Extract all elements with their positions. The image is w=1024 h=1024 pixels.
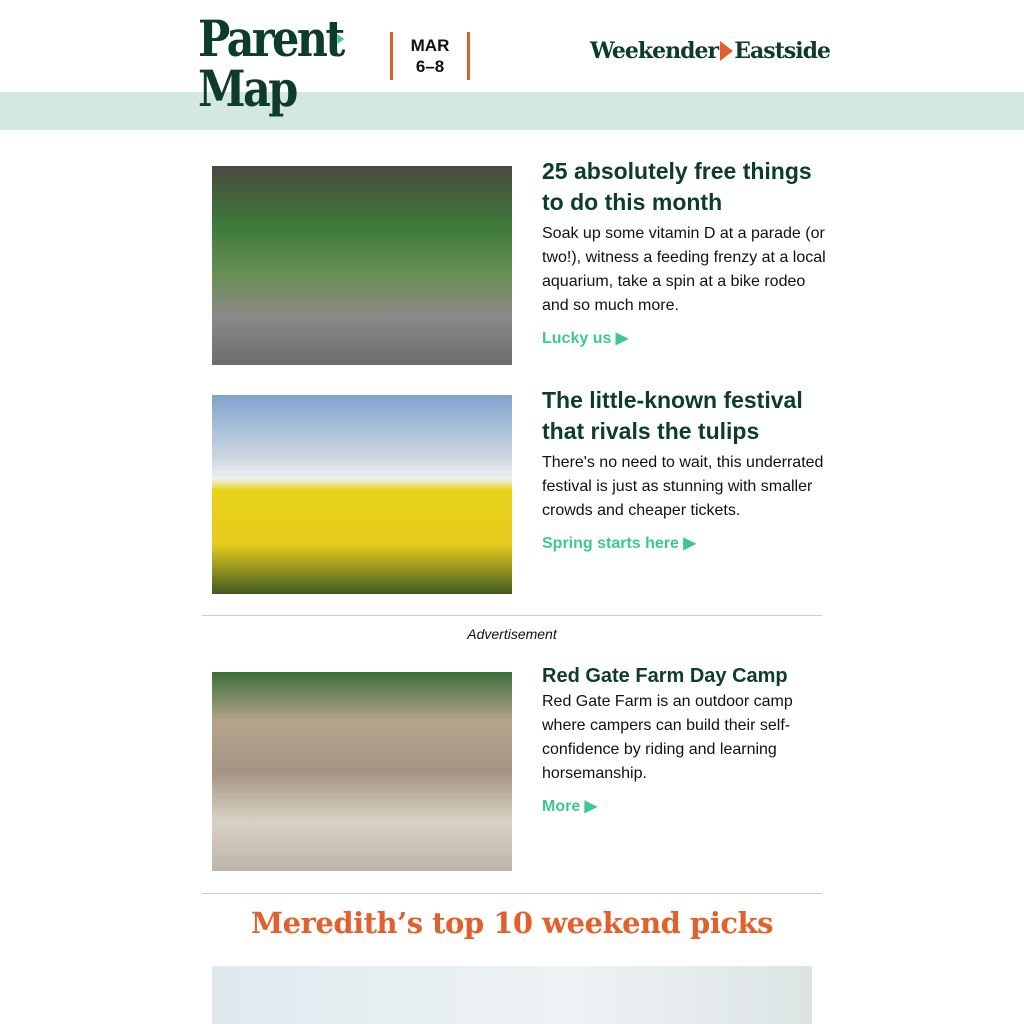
date-box <box>390 32 470 80</box>
article-body: There's no need to wait, this underrated festival is just as stunning with smaller crowds and cheaper tickets. <box>542 454 824 519</box>
arrow-right-icon <box>720 41 733 61</box>
article-link[interactable]: Spring starts here ▶ <box>542 535 696 552</box>
logo-line1: Parent <box>198 9 343 68</box>
picks-heading: Meredith’s top 10 weekend picks <box>251 906 773 940</box>
nav-eastside[interactable]: Eastside <box>734 38 830 64</box>
ad-link[interactable]: More ▶ <box>542 798 597 815</box>
article-body: Soak up some vitamin D at a parade (or two!), witness a feeding frenzy at a local aquarium, take a spin at a bike rodeo and so much more. <box>542 225 826 314</box>
horse-camp-image[interactable] <box>212 672 512 871</box>
edition-nav <box>590 38 830 64</box>
divider <box>202 893 822 894</box>
divider <box>202 615 822 616</box>
logo-line2: Map <box>198 59 296 118</box>
date-range: 6–8 <box>415 57 445 76</box>
ad-title[interactable]: Red Gate Farm Day Camp <box>542 665 788 687</box>
article-title[interactable]: 25 absolutely free things to do this month <box>542 158 812 215</box>
date-month: MAR <box>410 36 450 55</box>
nav-weekender[interactable]: Weekender <box>590 38 719 64</box>
article-title[interactable]: The little-known festival that rivals the tulips <box>542 387 803 444</box>
article-link[interactable]: Lucky us ▶ <box>542 330 629 347</box>
picks-image[interactable] <box>212 966 812 1024</box>
logo-triangle-icon <box>337 34 344 44</box>
parentmap-logo[interactable] <box>198 9 343 118</box>
parade-image[interactable] <box>212 166 512 365</box>
ad-body: Red Gate Farm is an outdoor camp where campers can build their self-confidence by riding and learning horsemanship. <box>542 693 793 782</box>
header-band <box>0 92 1024 130</box>
daffodil-image[interactable] <box>212 395 512 594</box>
advertisement-label: Advertisement <box>467 626 557 642</box>
